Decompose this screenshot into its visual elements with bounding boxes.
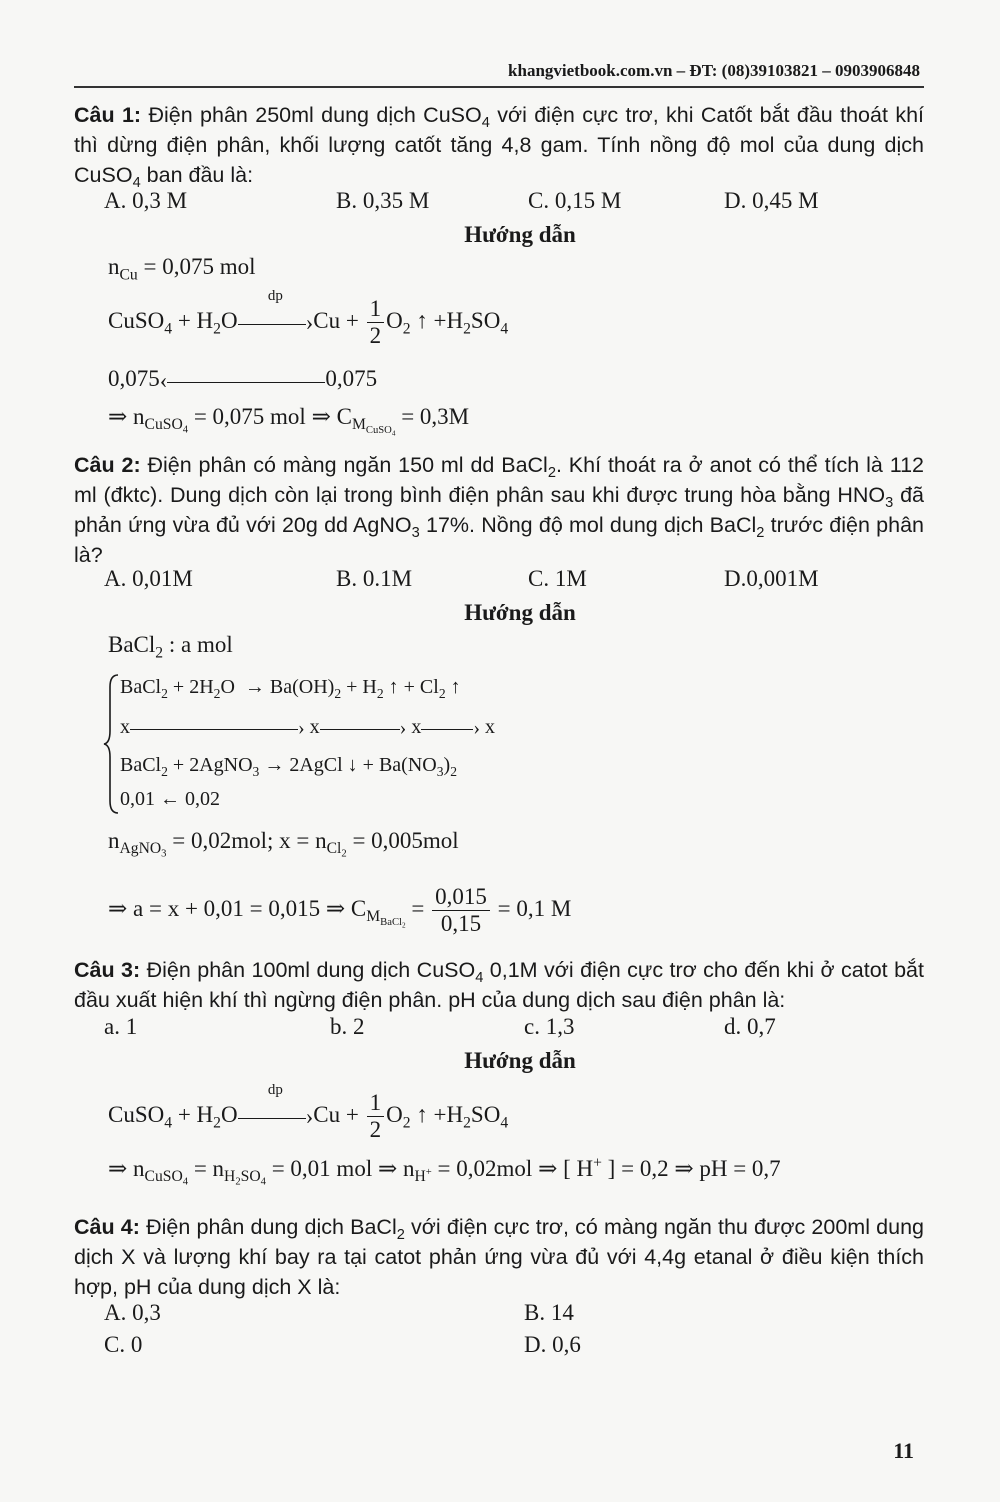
q2-option-b: B. 0.1M bbox=[336, 566, 413, 591]
q3-option-c: c. 1,3 bbox=[524, 1014, 575, 1039]
question-4: Câu 4: Điện phân dung dịch BaCl$_2$ với điện cực trơ, có màng ngăn thu được 200ml dung dịch X và lượng khí bay ra tại catot phản ứng vừa đủ với 4,4g etanal ở điều kiện thích hợp, pH của dung dịch X là: bbox=[74, 1215, 924, 1299]
q4-option-a: A. 0,3 bbox=[104, 1300, 161, 1325]
q2-eq-nagno3: $n_{AgNO_3} = 0,02mol$; $x = n_{Cl_2} = 0,005mol$ bbox=[108, 828, 459, 861]
q3-eq-reaction: CuSO$_4$ + $H_2O$ dp ›Cu + $\frac{1}{2}$ $O_2$ ↑ $+H_2SO_4$ bbox=[108, 1081, 509, 1142]
question-2-label: Câu 2: bbox=[74, 453, 141, 477]
q1-option-d: D. 0,45 M bbox=[724, 188, 819, 213]
q4-option-d: D. 0,6 bbox=[524, 1332, 581, 1357]
q2-option-a: A. 0,01M bbox=[104, 566, 193, 591]
q1-eq-ncu: $n_{Cu} = 0,075$ mol bbox=[108, 254, 256, 284]
q3-option-b: b. 2 bbox=[330, 1014, 365, 1039]
question-1: Câu 1: Điện phân 250ml dung dịch CuSO$_4$ với điện cực trơ, khi Catốt bắt đầu thoát khí thì dừng điện phân, khối lượng catốt tăng 4,8 gam. Tính nồng độ mol của dung dịch CuSO$_4$ ban đầu là: bbox=[74, 103, 924, 192]
q1-option-a: A. 0,3 M bbox=[104, 188, 188, 213]
question-3: Câu 3: Điện phân 100ml dung dịch CuSO$_4$ 0,1M với điện cực trơ cho đến khi ở catot bắt đầu xuất hiện khí thì ngừng điện phân. pH của dung dịch sau điện phân là: bbox=[74, 958, 924, 1012]
system-brace bbox=[102, 673, 120, 815]
q1-guide-heading: Hướng dẫn bbox=[464, 222, 576, 247]
q2-option-d: D.0,001M bbox=[724, 566, 819, 591]
question-4-label: Câu 4: bbox=[74, 1215, 140, 1239]
question-1-label: Câu 1: bbox=[74, 103, 142, 127]
q4-option-c: C. 0 bbox=[104, 1332, 143, 1357]
page-number: 11 bbox=[893, 1438, 914, 1463]
q3-option-d: d. 0,7 bbox=[724, 1014, 776, 1039]
q4-option-b: B. 14 bbox=[524, 1300, 574, 1325]
q1-eq-mole: 0,075‹ 0,075 bbox=[108, 366, 378, 393]
q2-guide-heading: Hướng dẫn bbox=[464, 600, 576, 625]
page-header: khangvietbook.com.vn – ĐT: (08)39103821 – 0903906848 bbox=[508, 61, 920, 80]
q1-option-c: C. 0,15 M bbox=[528, 188, 622, 213]
q2-eq-result: ⇒ a = x + 0,01 = 0,015 ⇒ $C_{M_{BaCl_2}}$ = $\frac{0,015}{0,15}$ = 0,1 M bbox=[108, 884, 572, 936]
q1-option-b: B. 0,35 M bbox=[336, 188, 430, 213]
q2-eq-row4: 0,01 ← 0,02 bbox=[120, 788, 220, 810]
q2-eq-bacl2: BaCl$_2$ : a mol bbox=[108, 632, 233, 662]
q3-guide-heading: Hướng dẫn bbox=[464, 1048, 576, 1073]
question-3-label: Câu 3: bbox=[74, 958, 141, 982]
header-rule bbox=[74, 86, 924, 88]
q2-option-c: C. 1M bbox=[528, 566, 587, 591]
question-2: Câu 2: Điện phân có màng ngăn 150 ml dd BaCl$_2$. Khí thoát ra ở anot có thể tích là 112 ml (đktc). Dung dịch còn lại trong bình điện phân sau khi được trung hòa bằng $HNO_3$ đã phản ứng vừa đủ với 20g dd AgNO$_3$ 17%. Nồng độ mol dung dịch BaCl$_2$ trước điện phân là? bbox=[74, 453, 924, 567]
q2-eq-row3: BaCl$_2$ + 2AgNO$_3$ → 2AgCl ↓ + $Ba(NO_3)_2$ bbox=[120, 754, 457, 779]
q3-eq-result: ⇒ $n_{CuSO_4} = n_{H_2SO_4} = 0,01$ mol ⇒ $n_{H^+} = 0,02mol$ ⇒ [ H+ ] = 0,2 ⇒ pH = 0,7 bbox=[108, 1154, 781, 1189]
q1-eq-result: ⇒ $n_{CuSO_4} = 0,075$ mol ⇒ $C_{M_{CuSO_4}} = 0,3M$ bbox=[108, 404, 470, 438]
q2-eq-row2: x › x › x › x bbox=[120, 716, 496, 739]
q2-eq-row1: BaCl$_2$ + $2H_2O \to Ba(OH)_2 + H_2$ ↑ + $Cl_2$ ↑ bbox=[120, 676, 461, 701]
q1-eq-reaction: CuSO$_4$ + $H_2O$ dp ›Cu + $\frac{1}{2}$ $O_2$ ↑ $+H_2SO_4$ bbox=[108, 287, 509, 348]
q3-option-a: a. 1 bbox=[104, 1014, 138, 1039]
